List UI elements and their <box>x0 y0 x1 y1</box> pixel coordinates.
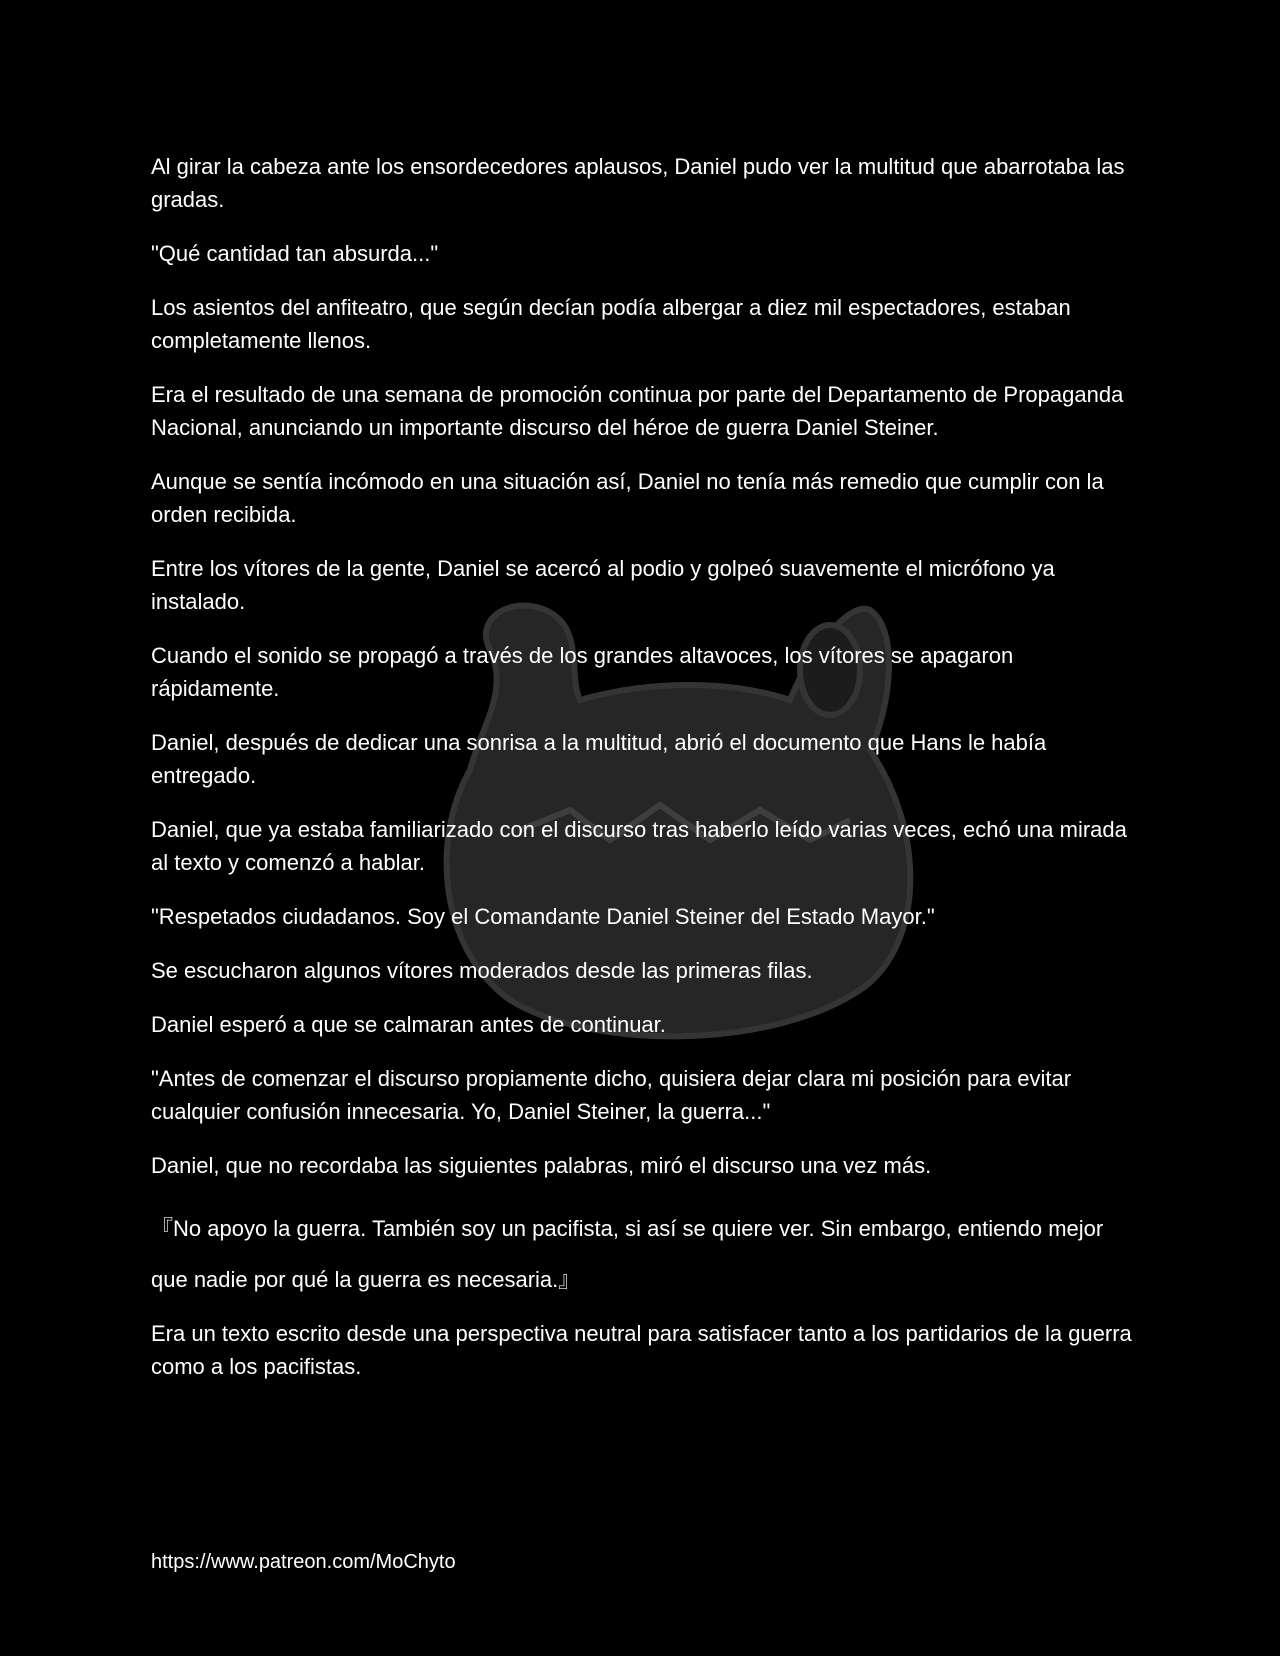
paragraph: "Antes de comenzar el discurso propiamente dicho, quisiera dejar clara mi posición para evitar cualquier confusión innecesaria. Yo, Daniel Steiner, la guerra..." <box>151 1066 1072 1124</box>
paragraph: Se escucharon algunos vítores moderados desde las primeras filas. <box>151 958 813 983</box>
paragraph: Daniel, que no recordaba las siguientes palabras, miró el discurso una vez más. <box>151 1153 932 1178</box>
document-body <box>151 150 1141 1404</box>
paragraph: Cuando el sonido se propagó a través de los grandes altavoces, los vítores se apagaron rápidamente. <box>151 643 1014 701</box>
paragraph: "Respetados ciudadanos. Soy el Comandante Daniel Steiner del Estado Mayor." <box>151 904 935 929</box>
paragraph: Era el resultado de una semana de promoción continua por parte del Departamento de Propaganda Nacional, anunciando un importante discurso del héroe de guerra Daniel Steiner. <box>151 382 1124 440</box>
paragraph: Los asientos del anfiteatro, que según decían podía albergar a diez mil espectadores, estaban completamente llenos. <box>151 295 1071 353</box>
quoted-speech-paragraph: 『No apoyo la guerra. También soy un pacifista, si así se quiere ver. Sin embargo, entiendo mejor que nadie por qué la guerra es necesaria.』 <box>151 1216 1104 1292</box>
paragraph: Aunque se sentía incómodo en una situación así, Daniel no tenía más remedio que cumplir con la orden recibida. <box>151 469 1104 527</box>
paragraph: Era un texto escrito desde una perspectiva neutral para satisfacer tanto a los partidarios de la guerra como a los pacifistas. <box>151 1321 1132 1379</box>
patreon-link[interactable]: https://www.patreon.com/MoChyto <box>151 1551 456 1573</box>
paragraph: "Qué cantidad tan absurda..." <box>151 241 439 266</box>
paragraph: Al girar la cabeza ante los ensordecedores aplausos, Daniel pudo ver la multitud que abarrotaba las gradas. <box>151 154 1125 212</box>
paragraph: Daniel, que ya estaba familiarizado con el discurso tras haberlo leído varias veces, echó una mirada al texto y comenzó a hablar. <box>151 817 1127 875</box>
paragraph: Entre los vítores de la gente, Daniel se acercó al podio y golpeó suavemente el micrófono ya instalado. <box>151 556 1055 614</box>
paragraph: Daniel, después de dedicar una sonrisa a la multitud, abrió el documento que Hans le había entregado. <box>151 730 1047 788</box>
paragraph: Daniel esperó a que se calmaran antes de continuar. <box>151 1012 666 1037</box>
